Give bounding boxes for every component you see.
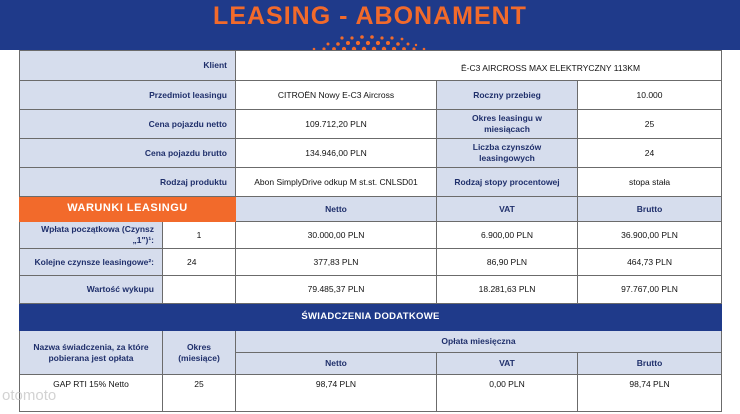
terms-row-gross: 464,73 PLN <box>578 249 722 276</box>
terms-header-row <box>20 197 722 222</box>
client-row <box>20 51 722 81</box>
terms-row-count <box>163 276 236 304</box>
terms-row-count: 24 <box>163 249 236 276</box>
rate-type-label: Rodzaj stopy procentowej <box>437 168 578 197</box>
mileage-label: Roczny przebieg <box>437 81 578 110</box>
extras-col-monthly: Opłata miesięczna <box>236 331 722 353</box>
terms-row-net: 79.485,37 PLN <box>236 276 437 304</box>
terms-row-gross: 36.900,00 PLN <box>578 222 722 249</box>
terms-row-label: Kolejne czynsze leasingowe²: <box>20 249 163 276</box>
gross-price-label: Cena pojazdu brutto <box>20 139 236 168</box>
terms-row-initial <box>20 222 722 249</box>
subject-value: CITROËN Nowy E-C3 Aircross <box>236 81 437 110</box>
terms-row-label: Wpłata początkowa (Czynsz „1")¹: <box>20 222 163 249</box>
terms-row-net: 30.000,00 PLN <box>236 222 437 249</box>
installments-label: Liczba czynszów leasingowych <box>437 139 578 168</box>
terms-row-count: 1 <box>163 222 236 249</box>
subject-label: Przedmiot leasingu <box>20 81 236 110</box>
terms-heading: WARUNKI LEASINGU <box>20 197 236 222</box>
header-banner <box>0 0 740 50</box>
page-title: LEASING - ABONAMENT <box>213 2 527 30</box>
terms-row-vat: 86,90 PLN <box>437 249 578 276</box>
terms-row-vat: 18.281,63 PLN <box>437 276 578 304</box>
extras-col-period: Okres (miesiące) <box>163 331 236 375</box>
extras-row-net: 98,74 PLN <box>236 375 437 412</box>
extras-col-net: Netto <box>236 353 437 375</box>
net-price-row <box>20 110 722 139</box>
terms-col-vat: VAT <box>437 197 578 222</box>
extras-row-period: 25 <box>163 375 236 412</box>
terms-row-vat: 6.900,00 PLN <box>437 222 578 249</box>
extras-row <box>20 375 722 412</box>
client-label: Klient <box>20 51 236 81</box>
extras-col-gross: Brutto <box>578 353 722 375</box>
terms-col-gross: Brutto <box>578 197 722 222</box>
terms-col-net: Netto <box>236 197 437 222</box>
extras-header-row <box>20 304 722 331</box>
terms-row-label: Wartość wykupu <box>20 276 163 304</box>
net-price-value: 109.712,20 PLN <box>236 110 437 139</box>
extras-row-gross: 98,74 PLN <box>578 375 722 412</box>
gross-price-row <box>20 139 722 168</box>
mileage-value: 10.000 <box>578 81 722 110</box>
extras-col-vat: VAT <box>437 353 578 375</box>
extras-col-name: Nazwa świadczenia, za które pobierana jest opłata <box>20 331 163 375</box>
rate-type-value: stopa stała <box>578 168 722 197</box>
watermark: otomoto <box>2 387 57 404</box>
period-label: Okres leasingu w miesiącach <box>437 110 578 139</box>
terms-row-installments <box>20 249 722 276</box>
product-label: Rodzaj produktu <box>20 168 236 197</box>
subject-row <box>20 81 722 110</box>
extras-row-name: GAP RTI 15% Netto <box>20 375 163 412</box>
product-row <box>20 168 722 197</box>
extras-row-vat: 0,00 PLN <box>437 375 578 412</box>
dots-decoration <box>300 33 440 50</box>
terms-row-buyout <box>20 276 722 304</box>
period-value: 25 <box>578 110 722 139</box>
client-value: Ë-C3 AIRCROSS MAX ELEKTRYCZNY 113KM <box>236 51 722 81</box>
installments-value: 24 <box>578 139 722 168</box>
net-price-label: Cena pojazdu netto <box>20 110 236 139</box>
extras-colhead-row <box>20 331 722 353</box>
terms-row-net: 377,83 PLN <box>236 249 437 276</box>
leasing-sheet <box>19 50 721 414</box>
terms-row-gross: 97.767,00 PLN <box>578 276 722 304</box>
product-value: Abon SimplyDrive odkup M st.st. CNLSD01 <box>236 168 437 197</box>
leasing-table <box>19 50 722 412</box>
extras-heading: ŚWIADCZENIA DODATKOWE <box>20 304 722 331</box>
gross-price-value: 134.946,00 PLN <box>236 139 437 168</box>
